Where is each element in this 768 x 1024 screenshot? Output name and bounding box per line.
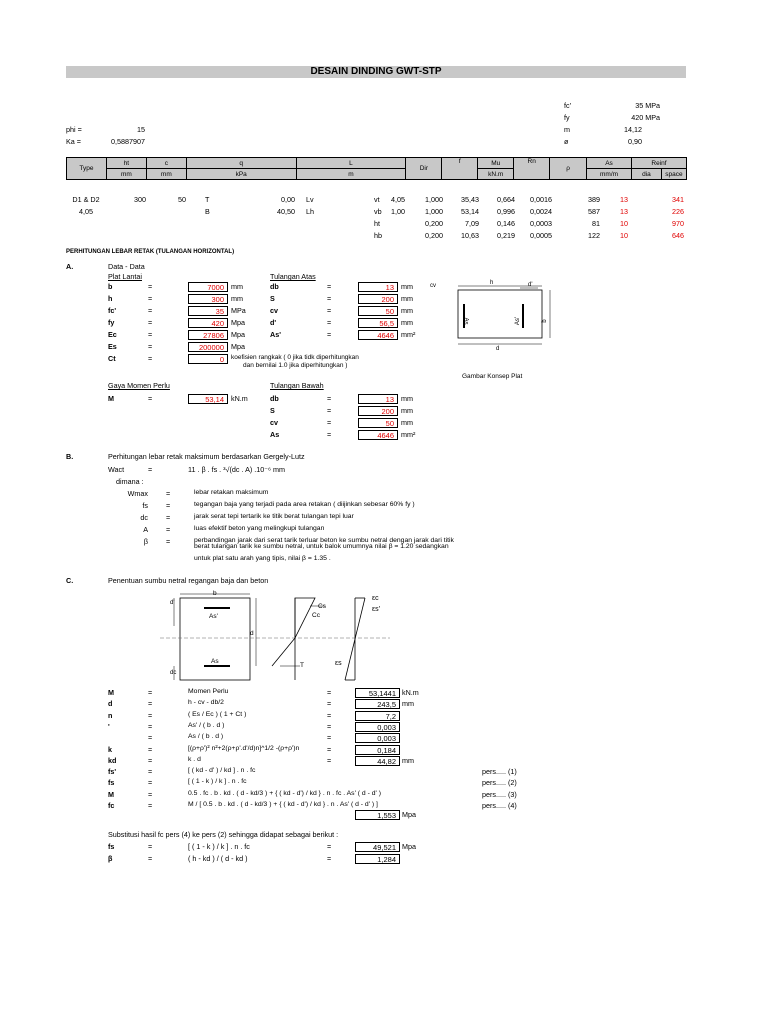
calc-formula: [ ( kd - d' ) / kd ] . n . fc bbox=[188, 767, 256, 775]
table-row-c: 50 bbox=[178, 195, 186, 204]
atas-param-eq: = bbox=[327, 330, 332, 339]
beta-def-2: berat tulangan tarik ke sumbu netral, untuk balok umumnya nilai β = 1.20 sedangkan bbox=[194, 543, 449, 550]
plat-param-eq: = bbox=[148, 354, 153, 363]
calc-pers-ref: pers..... (1) bbox=[482, 767, 517, 777]
calc-unit: mm bbox=[402, 699, 414, 709]
calc-value[interactable]: 243,5 bbox=[355, 699, 400, 709]
wact-name: Wact bbox=[108, 465, 125, 474]
plat-param-eq: = bbox=[148, 318, 153, 327]
atas-title: Tulangan Atas bbox=[270, 272, 316, 281]
phi-label: ø bbox=[564, 137, 569, 146]
fig-q-label: q bbox=[540, 319, 547, 323]
calc-eq: = bbox=[148, 710, 153, 720]
definition-text: perbandingan jarak dari serat tarik terluar beton ke sumbu netral dengan jarak dari titik bbox=[194, 537, 454, 544]
atas-param-value[interactable]: 13 bbox=[358, 282, 398, 292]
calc-pers-ref: pers..... (4) bbox=[482, 801, 517, 810]
page-title: DESAIN DINDING GWT-STP bbox=[310, 66, 442, 77]
plat-param-name: h bbox=[108, 294, 113, 303]
plat-param-name: fy bbox=[108, 318, 115, 327]
bawah-param-unit: mm bbox=[401, 418, 413, 427]
calc-pers-ref: pers..... (2) bbox=[482, 778, 517, 788]
th-ht-unit: mm bbox=[106, 169, 146, 180]
table-row-space: 226 bbox=[672, 207, 684, 216]
atas-param-value[interactable]: 4646 bbox=[358, 330, 398, 340]
calc-value[interactable]: 0,003 bbox=[355, 733, 400, 743]
table-row-space: 341 bbox=[672, 195, 684, 204]
calc-symbol: fs' bbox=[108, 767, 117, 777]
beta-result-box[interactable]: 1,284 bbox=[355, 854, 400, 864]
table-row-qn: T bbox=[205, 195, 210, 204]
fs-eq: = bbox=[148, 842, 153, 851]
definition-symbol: β bbox=[143, 537, 148, 546]
bawah-param-unit: mm bbox=[401, 406, 413, 415]
calc-formula: [ ( 1 - k ) / k ] . n . fc bbox=[188, 778, 247, 786]
calc-symbol: ' bbox=[108, 721, 110, 731]
m-value: 14,12 bbox=[624, 125, 642, 134]
plat-param-name: b bbox=[108, 282, 113, 291]
fc-result-box[interactable]: 1,553 bbox=[355, 810, 400, 820]
plat-param-eq: = bbox=[148, 306, 153, 315]
table-row-space: 970 bbox=[672, 219, 684, 228]
plat-param-name: Es bbox=[108, 342, 117, 351]
phi-left-label: phi = bbox=[66, 125, 82, 134]
atas-param-unit: mm bbox=[401, 294, 413, 303]
plat-param-value[interactable]: 35 bbox=[188, 306, 228, 316]
m-label: m bbox=[564, 125, 570, 134]
plat-param-eq: = bbox=[148, 342, 153, 351]
table-row-dir: hb bbox=[374, 231, 382, 240]
fig-as-label: As bbox=[462, 317, 469, 325]
table-row-lv: 4,05 bbox=[391, 195, 405, 204]
beta-eq2: = bbox=[327, 854, 332, 863]
ka-value: 0,5887907 bbox=[111, 137, 145, 146]
atas-param-value[interactable]: 50 bbox=[358, 306, 398, 316]
fig-cv-label: cv bbox=[430, 283, 436, 289]
calc-symbol: d bbox=[108, 699, 113, 709]
table-row-rho: 0,0005 bbox=[530, 231, 552, 240]
definition-text: lebar retakan maksimum bbox=[194, 489, 269, 496]
plat-param-value[interactable]: 0 bbox=[188, 354, 228, 364]
calc-eq: = bbox=[148, 744, 153, 754]
plat-param-eq: = bbox=[148, 330, 153, 339]
calc-symbol: fc bbox=[108, 801, 115, 810]
fc-result-unit: Mpa bbox=[402, 810, 416, 819]
plat-param-value[interactable]: 300 bbox=[188, 294, 228, 304]
table-row-dia: 13 bbox=[620, 195, 628, 204]
fs-formula: [ ( 1 - k ) / k ] . n . fc bbox=[188, 842, 250, 851]
plat-param-eq: = bbox=[148, 282, 153, 291]
calc-pers-ref: pers..... (3) bbox=[482, 789, 517, 799]
atas-param-name: S bbox=[270, 294, 275, 303]
plat-param-unit: Mpa bbox=[231, 342, 245, 351]
calc-symbol: n bbox=[108, 710, 113, 720]
calc-value[interactable]: 7,2 bbox=[355, 711, 400, 721]
calc-value[interactable]: 44,82 bbox=[355, 756, 400, 766]
table-row-rho: 0,0016 bbox=[530, 195, 552, 204]
th-dir: Dir bbox=[406, 158, 442, 180]
calc-eq2: = bbox=[327, 721, 332, 731]
title-bar bbox=[66, 66, 686, 78]
bawah-title: Tulangan Bawah bbox=[270, 381, 324, 390]
table-row-type: 4,05 bbox=[79, 207, 93, 216]
th-type: Type bbox=[67, 158, 107, 180]
calc-eq2: = bbox=[327, 744, 332, 754]
table-row-as: 81 bbox=[592, 219, 600, 228]
calc-formula: As / ( b . d ) bbox=[188, 733, 224, 741]
bawah-param-value[interactable]: 4646 bbox=[358, 430, 398, 440]
table-row-as: 587 bbox=[588, 207, 600, 216]
bawah-param-name: cv bbox=[270, 418, 278, 427]
gaya-title: Gaya Momen Perlu bbox=[108, 381, 170, 390]
fs-result-box[interactable]: 49,521 bbox=[355, 842, 400, 852]
atas-param-eq: = bbox=[327, 318, 332, 327]
fy-value: 420 MPa bbox=[631, 113, 660, 122]
table-row-as: 389 bbox=[588, 195, 600, 204]
th-as: As bbox=[587, 158, 632, 169]
bawah-param-name: As bbox=[270, 430, 280, 439]
beta-formula: ( h - kd ) / ( d - kd ) bbox=[188, 854, 248, 863]
table-row-dia: 10 bbox=[620, 219, 628, 228]
table-row-dia: 13 bbox=[620, 207, 628, 216]
fig-c-ec-label: εc bbox=[372, 595, 379, 602]
fig-c-cs-label: Cs bbox=[318, 603, 326, 610]
fig-d-label: d bbox=[496, 346, 500, 352]
fig-c-t-label: T bbox=[300, 662, 304, 669]
plat-param-name: Ec bbox=[108, 330, 117, 339]
th-l: L bbox=[296, 158, 406, 169]
table-row-f: 1,000 bbox=[425, 207, 443, 216]
table-row-rn: 0,219 bbox=[497, 231, 515, 240]
calc-formula: As' / ( b . d ) bbox=[188, 721, 225, 729]
calc-symbol: kd bbox=[108, 755, 117, 765]
bawah-param-eq: = bbox=[327, 430, 332, 439]
m-value-box[interactable]: 53,14 bbox=[188, 394, 228, 404]
calc-eq2: = bbox=[327, 755, 332, 765]
fy-label: fy bbox=[564, 113, 570, 122]
calc-value[interactable]: 0,184 bbox=[355, 745, 400, 755]
beta-name: β bbox=[108, 854, 113, 863]
calc-eq2: = bbox=[327, 733, 332, 743]
section-b-title: Perhitungan lebar retak maksimum berdasarkan Gergely-Lutz bbox=[108, 452, 305, 461]
calc-symbol: k bbox=[108, 744, 112, 754]
bawah-param-unit: mm² bbox=[401, 430, 416, 439]
bawah-param-eq: = bbox=[327, 406, 332, 415]
atas-param-name: db bbox=[270, 282, 279, 291]
table-row-mu: 7,09 bbox=[465, 219, 479, 228]
th-rn: Rn bbox=[514, 158, 550, 180]
fig-c-dc-label: dc bbox=[170, 670, 177, 676]
calc-unit: kN.m bbox=[402, 688, 419, 697]
calc-eq: = bbox=[148, 755, 153, 765]
table-row-rho: 0,0003 bbox=[530, 219, 552, 228]
section-a-title: Data - Data bbox=[108, 262, 145, 271]
fc-value: 35 MPa bbox=[635, 101, 660, 110]
plat-param-name: fc' bbox=[108, 306, 117, 315]
calc-formula: h - cv - db/2 bbox=[188, 699, 224, 707]
ka-label: Ka = bbox=[66, 137, 81, 146]
th-l-unit: m bbox=[296, 169, 406, 180]
bawah-param-value[interactable]: 200 bbox=[358, 406, 398, 416]
calc-formula: 0.5 . fc . b . kd . ( d - kd/3 ) + { ( kd - d') / kd } . n . fc . As' ( d - d' ) bbox=[188, 789, 381, 797]
fs-result-unit: Mpa bbox=[402, 842, 416, 851]
beta-def-3: untuk plat satu arah yang tipis, nilai β = 1.35 . bbox=[194, 555, 331, 562]
table-row-ln: Lv bbox=[306, 195, 314, 204]
table-row-rn: 0,996 bbox=[497, 207, 515, 216]
ct-note-2: dan bernilai 1.0 jika diperhitungkan ) bbox=[243, 362, 348, 369]
calc-unit: mm bbox=[402, 755, 414, 765]
calc-formula: k . d bbox=[188, 755, 201, 763]
calc-symbol: M bbox=[108, 789, 114, 799]
wact-formula: 11 . β . fs . ³√(dc . A) .10⁻⁶ mm bbox=[188, 465, 285, 474]
m-eq: = bbox=[148, 394, 153, 403]
fig-c-b-label: b bbox=[213, 590, 217, 597]
atas-param-name: As' bbox=[270, 330, 281, 339]
table-row-dir: ht bbox=[374, 219, 380, 228]
atas-param-value[interactable]: 56,5 bbox=[358, 318, 398, 328]
calc-value[interactable]: 0,003 bbox=[355, 722, 400, 732]
th-mu-unit: kN.m bbox=[478, 169, 514, 180]
definition-symbol: dc bbox=[140, 513, 148, 522]
definition-symbol: A bbox=[143, 525, 148, 534]
fig-c-es2-label: εs' bbox=[372, 606, 380, 613]
table-row-f: 0,200 bbox=[425, 219, 443, 228]
table-row-f: 1,000 bbox=[425, 195, 443, 204]
table-row-rn: 0,146 bbox=[497, 219, 515, 228]
plat-param-value[interactable]: 27806 bbox=[188, 330, 228, 340]
bawah-param-name: S bbox=[270, 406, 275, 415]
substitusi-title: Substitusi hasil fc pers (4) ke pers (2) sehingga didapat sebagai berikut : bbox=[108, 830, 339, 839]
plat-param-unit: MPa bbox=[231, 306, 246, 315]
table-row-mu: 10,63 bbox=[461, 231, 479, 240]
calc-symbol: fs bbox=[108, 778, 115, 788]
fc-label: fc' bbox=[564, 101, 571, 110]
m-unit: kN.m bbox=[231, 394, 248, 403]
table-row-qn: B bbox=[205, 207, 210, 216]
wact-eq: = bbox=[148, 465, 153, 474]
atas-param-unit: mm bbox=[401, 282, 413, 291]
definition-text: jarak serat tepi tertarik ke titik berat tulangan tepi luar bbox=[194, 513, 354, 520]
table-row-mu: 35,43 bbox=[461, 195, 479, 204]
atas-param-eq: = bbox=[327, 306, 332, 315]
th-q-unit: kPa bbox=[186, 169, 296, 180]
calc-eq: = bbox=[148, 801, 153, 810]
fs-eq2: = bbox=[327, 842, 332, 851]
table-row-mu: 53,14 bbox=[461, 207, 479, 216]
plat-param-unit: mm bbox=[231, 282, 243, 291]
atas-param-name: cv bbox=[270, 306, 278, 315]
neutral-axis-figure bbox=[160, 586, 400, 686]
calc-eq2: = bbox=[327, 688, 332, 697]
calc-formula: M / [ 0.5 . b . kd . ( d - kd/3 ) + { ( kd - d') / kd } . n . As' ( d - d' ) ] bbox=[188, 801, 378, 808]
table-row-rho: 0,0024 bbox=[530, 207, 552, 216]
dimana-label: dimana : bbox=[116, 477, 144, 486]
plat-param-value[interactable]: 420 bbox=[188, 318, 228, 328]
fig-c-d-label: d bbox=[250, 630, 254, 637]
m-name: M bbox=[108, 394, 114, 403]
th-space: space bbox=[661, 169, 686, 180]
definition-symbol: Wmax bbox=[127, 489, 148, 498]
fig-c-cc-label: Cc bbox=[312, 612, 320, 619]
bawah-param-eq: = bbox=[327, 418, 332, 427]
calc-formula: [(ρ+ρ')² n²+2(ρ+ρ'.d'/d)n]^1/2 -(ρ+ρ')n bbox=[188, 744, 300, 752]
fig-h-label: h bbox=[490, 280, 494, 286]
atas-param-eq: = bbox=[327, 294, 332, 303]
calc-symbol: M bbox=[108, 688, 114, 697]
plat-param-unit: Mpa bbox=[231, 330, 245, 339]
table-row-qv: 0,00 bbox=[281, 195, 295, 204]
atas-param-value[interactable]: 200 bbox=[358, 294, 398, 304]
th-q: q bbox=[186, 158, 296, 169]
fig-c-as-label: As bbox=[211, 658, 219, 665]
plat-param-value[interactable]: 200000 bbox=[188, 342, 228, 352]
calc-eq2: = bbox=[327, 710, 332, 720]
bawah-param-value[interactable]: 13 bbox=[358, 394, 398, 404]
th-c: c bbox=[146, 158, 186, 169]
calc-eq: = bbox=[148, 733, 153, 743]
section-c-title: Penentuan sumbu netral regangan baja dan beton bbox=[108, 576, 269, 585]
phi-value: 0,90 bbox=[628, 137, 642, 146]
fig-c-as2-label: As' bbox=[209, 613, 218, 620]
definition-symbol: fs bbox=[142, 501, 148, 510]
plat-param-eq: = bbox=[148, 294, 153, 303]
definition-eq: = bbox=[166, 501, 171, 510]
atas-param-name: d' bbox=[270, 318, 277, 327]
beta-eq: = bbox=[148, 854, 153, 863]
th-as-unit: mm/m bbox=[587, 169, 632, 180]
table-row-dia: 10 bbox=[620, 231, 628, 240]
atas-param-unit: mm² bbox=[401, 330, 416, 339]
calc-eq: = bbox=[148, 721, 153, 731]
th-rho: ρ bbox=[550, 158, 587, 180]
table-row-space: 646 bbox=[672, 231, 684, 240]
section-b-label: B. bbox=[66, 452, 74, 461]
calc-value[interactable]: 53,1441 bbox=[355, 688, 400, 698]
fs-name: fs bbox=[108, 842, 115, 851]
table-row-dir: vt bbox=[374, 195, 380, 204]
th-ht: ht bbox=[106, 158, 146, 169]
calc-eq: = bbox=[148, 688, 153, 697]
definition-text: luas efektif beton yang melingkupi tulangan bbox=[194, 525, 325, 532]
definition-eq: = bbox=[166, 513, 171, 522]
table-row-qv: 40,50 bbox=[277, 207, 295, 216]
plat-param-name: Ct bbox=[108, 354, 116, 363]
calc-formula: Momen Perlu bbox=[188, 688, 229, 695]
table-row-dir: vb bbox=[374, 207, 382, 216]
definition-eq: = bbox=[166, 537, 171, 546]
phi-left-value: 15 bbox=[137, 125, 145, 134]
calc-formula: ( Es / Ec ) ( 1 + Ct ) bbox=[188, 710, 247, 718]
calc-eq: = bbox=[148, 767, 153, 777]
definition-text: tegangan baja yang terjadi pada area retakan ( diijinkan sebesar 60% fy ) bbox=[194, 501, 415, 508]
calc-eq: = bbox=[148, 789, 153, 799]
section-c-label: C. bbox=[66, 576, 74, 585]
table-row-type: D1 & D2 bbox=[72, 195, 100, 204]
plate-concept-figure bbox=[420, 278, 560, 358]
bawah-param-eq: = bbox=[327, 394, 332, 403]
table-row-f: 0,200 bbox=[425, 231, 443, 240]
definition-eq: = bbox=[166, 489, 171, 498]
th-f: f bbox=[442, 158, 478, 180]
th-mu: Mu bbox=[478, 158, 514, 169]
fig-as2-label: As' bbox=[515, 316, 522, 326]
section-a-label: A. bbox=[66, 262, 74, 271]
table-row-rn: 0,664 bbox=[497, 195, 515, 204]
bawah-param-value[interactable]: 50 bbox=[358, 418, 398, 428]
plat-param-unit: koefisien rangkak ( 0 jika tidk diperhitungkan bbox=[231, 354, 359, 361]
atas-param-eq: = bbox=[327, 282, 332, 291]
table-row-ht: 300 bbox=[134, 195, 146, 204]
plat-title: Plat Lantai bbox=[108, 272, 142, 281]
plat-param-unit: mm bbox=[231, 294, 243, 303]
fig-c-dtop-label: d' bbox=[170, 600, 175, 606]
th-dia: dia bbox=[631, 169, 661, 180]
table-row-as: 122 bbox=[588, 231, 600, 240]
plat-param-value[interactable]: 7000 bbox=[188, 282, 228, 292]
atas-param-unit: mm bbox=[401, 306, 413, 315]
th-reinf: Reinf bbox=[631, 158, 686, 169]
bawah-param-name: db bbox=[270, 394, 279, 403]
definition-eq: = bbox=[166, 525, 171, 534]
calc-eq: = bbox=[148, 778, 153, 788]
table-row-ln: Lh bbox=[306, 207, 314, 216]
plat-param-unit: Mpa bbox=[231, 318, 245, 327]
calc-eq: = bbox=[148, 699, 153, 709]
fig-dtop-label: d' bbox=[528, 282, 533, 288]
bawah-param-unit: mm bbox=[401, 394, 413, 403]
atas-param-unit: mm bbox=[401, 318, 413, 327]
table-row-lv: 1,00 bbox=[391, 207, 405, 216]
gambar-caption: Gambar Konsep Plat bbox=[462, 373, 523, 380]
crack-heading: PERHITUNGAN LEBAR RETAK (TULANGAN HORIZONTAL) bbox=[66, 249, 235, 255]
th-c-unit: mm bbox=[146, 169, 186, 180]
fig-c-es-label: εs bbox=[335, 660, 342, 667]
calc-eq2: = bbox=[327, 699, 332, 709]
design-table-header bbox=[66, 157, 687, 180]
